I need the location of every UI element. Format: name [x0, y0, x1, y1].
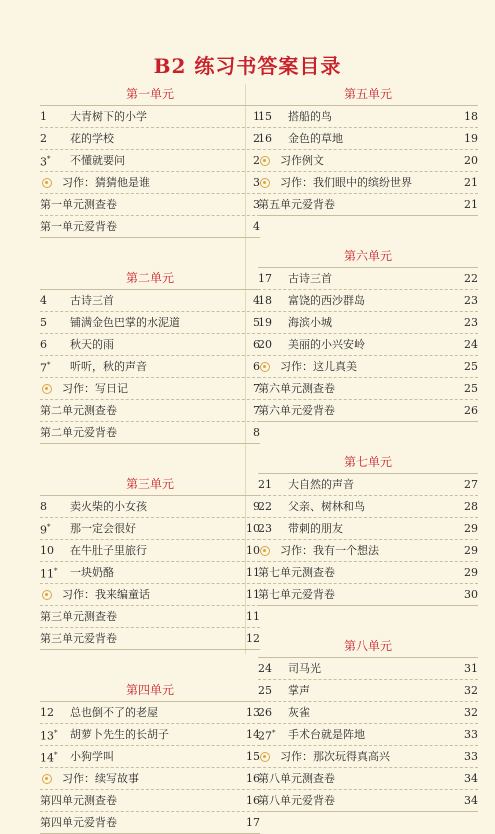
toc-entry[interactable]	[40, 628, 260, 649]
page-number: 5	[253, 316, 260, 329]
unit-section	[258, 84, 478, 216]
page-number: 3	[253, 198, 260, 211]
page-number: 20	[464, 154, 478, 167]
page-number: 11	[246, 610, 260, 623]
lesson-number: 5	[40, 316, 47, 329]
toc-entry[interactable]	[40, 312, 260, 334]
entry-title: 第五单元爱背卷	[258, 198, 335, 211]
toc-entry[interactable]	[40, 540, 260, 562]
page-number: 32	[464, 706, 478, 719]
page-number: 29	[464, 522, 478, 535]
toc-entry[interactable]	[40, 812, 260, 833]
entry-title: 美丽的小兴安岭	[288, 338, 365, 351]
entry-title: 古诗三首	[288, 272, 332, 285]
entry-title: 第四单元测查卷	[40, 794, 117, 807]
page-number: 25	[464, 382, 478, 395]
page-number: 29	[464, 544, 478, 557]
page-number: 6	[253, 338, 260, 351]
lesson-number: 20	[258, 338, 272, 351]
toc-entry[interactable]	[258, 290, 478, 312]
toc-entry[interactable]	[258, 378, 478, 400]
toc-entry[interactable]	[40, 606, 260, 628]
toc-entry[interactable]	[40, 150, 260, 172]
writing-task-circle-icon	[42, 590, 52, 600]
entry-title: 习作：猜猜他是谁	[62, 176, 150, 189]
page-number: 1	[253, 110, 260, 123]
toc-entry[interactable]	[258, 268, 478, 290]
entry-title: 第八单元爱背卷	[258, 794, 335, 807]
entry-title: 第七单元测查卷	[258, 566, 335, 579]
toc-entry[interactable]	[40, 400, 260, 422]
page-number: 13	[246, 706, 260, 719]
unit-section	[40, 680, 260, 834]
page-number: 18	[464, 110, 478, 123]
lesson-number: 7*	[40, 360, 51, 375]
entry-title: 第六单元测查卷	[258, 382, 335, 395]
lesson-number: 11*	[40, 566, 58, 581]
toc-entry[interactable]	[40, 422, 260, 443]
lesson-number: 2	[40, 132, 47, 145]
lesson-number: 17	[258, 272, 272, 285]
toc-entry[interactable]	[258, 106, 478, 128]
page-number: 27	[464, 478, 478, 491]
writing-task-circle-icon	[260, 752, 270, 762]
entry-title: 大自然的声音	[288, 478, 354, 491]
entry-title: 第二单元爱背卷	[40, 426, 117, 439]
entry-title: 灰雀	[288, 706, 310, 719]
lesson-number: 15	[258, 110, 272, 123]
unit-heading: 第六单元	[258, 246, 478, 268]
entry-title: 第一单元测查卷	[40, 198, 117, 211]
toc-entry[interactable]	[258, 474, 478, 496]
page-number: 26	[464, 404, 478, 417]
optional-lesson-star-icon: *	[272, 728, 276, 737]
unit-section	[40, 268, 260, 444]
page-number: 16	[246, 794, 260, 807]
optional-lesson-star-icon: *	[47, 154, 51, 163]
page-title: B2 练习书答案目录	[153, 54, 342, 78]
entry-title: 第一单元爱背卷	[40, 220, 117, 233]
toc-entry[interactable]	[258, 496, 478, 518]
toc-entry[interactable]	[258, 334, 478, 356]
page-number: 9	[253, 500, 260, 513]
page-number: 7	[253, 404, 260, 417]
entry-title: 习作：续写故事	[62, 772, 139, 785]
toc-entry[interactable]	[258, 746, 478, 768]
lesson-number: 10	[40, 544, 54, 557]
writing-task-circle-icon	[260, 178, 270, 188]
entry-title: 习作：我们眼中的缤纷世界	[280, 176, 412, 189]
unit-heading: 第二单元	[40, 268, 260, 290]
page-number: 33	[464, 728, 478, 741]
toc-entry[interactable]	[258, 194, 478, 215]
toc-entry[interactable]	[258, 658, 478, 680]
lesson-number: 14*	[40, 750, 58, 765]
page-number: 12	[246, 632, 260, 645]
lesson-number: 18	[258, 294, 272, 307]
entry-title: 富饶的西沙群岛	[288, 294, 365, 307]
left-column	[40, 84, 260, 834]
toc-entry[interactable]	[40, 702, 260, 724]
toc-entry[interactable]	[40, 518, 260, 540]
toc-entry[interactable]	[40, 496, 260, 518]
page-number: 34	[464, 794, 478, 807]
unit-section	[258, 636, 478, 812]
entry-title: 搭船的鸟	[288, 110, 332, 123]
lesson-number: 19	[258, 316, 272, 329]
page-number: 11	[246, 566, 260, 579]
lesson-number: 26	[258, 706, 272, 719]
entry-title: 掌声	[288, 684, 310, 697]
toc-entry[interactable]	[40, 356, 260, 378]
entry-title: 第八单元测查卷	[258, 772, 335, 785]
page-number: 10	[246, 544, 260, 557]
entry-title: 金色的草地	[288, 132, 343, 145]
optional-lesson-star-icon: *	[47, 522, 51, 531]
page-number: 32	[464, 684, 478, 697]
page-number: 16	[246, 772, 260, 785]
unit-section	[258, 246, 478, 422]
optional-lesson-star-icon: *	[54, 728, 58, 737]
lesson-number: 1	[40, 110, 47, 123]
entry-title: 海滨小城	[288, 316, 332, 329]
lesson-number: 24	[258, 662, 272, 675]
toc-entry[interactable]	[40, 172, 260, 194]
toc-entry[interactable]	[258, 768, 478, 790]
entry-title: 第二单元测查卷	[40, 404, 117, 417]
page-number: 17	[246, 816, 260, 829]
toc-entry[interactable]	[40, 290, 260, 312]
lesson-number: 16	[258, 132, 272, 145]
entry-title: 习作：那次玩得真高兴	[280, 750, 390, 763]
entry-title: 习作：我有一个想法	[280, 544, 379, 557]
unit-heading: 第四单元	[40, 680, 260, 702]
toc-entry[interactable]	[258, 356, 478, 378]
page-number: 22	[464, 272, 478, 285]
unit-heading: 第一单元	[40, 84, 260, 106]
page-number: 4	[253, 294, 260, 307]
lesson-number: 8	[40, 500, 47, 513]
lesson-number: 21	[258, 478, 272, 491]
entry-title: 不懂就要问	[70, 154, 125, 167]
optional-lesson-star-icon: *	[54, 566, 58, 575]
page-number: 34	[464, 772, 478, 785]
page-number: 15	[246, 750, 260, 763]
toc-entry[interactable]	[258, 400, 478, 421]
entry-title: 习作例文	[280, 154, 324, 167]
page-number: 23	[464, 316, 478, 329]
entry-title: 总也倒不了的老屋	[70, 706, 158, 719]
toc-entry[interactable]	[258, 150, 478, 172]
page-number: 2	[253, 132, 260, 145]
entry-title: 第三单元爱背卷	[40, 632, 117, 645]
entry-title: 那一定会很好	[70, 522, 136, 535]
entry-title: 在牛肚子里旅行	[70, 544, 147, 557]
toc-entry[interactable]	[258, 128, 478, 150]
page-number: 21	[464, 198, 478, 211]
unit-heading: 第三单元	[40, 474, 260, 496]
entry-title: 父亲、树林和鸟	[288, 500, 365, 513]
entry-title: 听听，秋的声音	[70, 360, 147, 373]
entry-title: 秋天的雨	[70, 338, 114, 351]
page-number: 31	[464, 662, 478, 675]
lesson-number: 27*	[258, 728, 276, 743]
optional-lesson-star-icon: *	[47, 360, 51, 369]
page-number: 30	[464, 588, 478, 601]
writing-task-circle-icon	[42, 384, 52, 394]
entry-title: 手术台就是阵地	[288, 728, 365, 741]
page-number: 11	[246, 588, 260, 601]
unit-section	[40, 84, 260, 238]
writing-task-circle-icon	[260, 362, 270, 372]
entry-title: 习作：写日记	[62, 382, 128, 395]
writing-task-circle-icon	[42, 774, 52, 784]
page-number: 2	[253, 154, 260, 167]
entry-title: 大青树下的小学	[70, 110, 147, 123]
entry-title: 第七单元爱背卷	[258, 588, 335, 601]
page-number: 8	[253, 426, 260, 439]
unit-heading: 第五单元	[258, 84, 478, 106]
toc-entry[interactable]	[258, 518, 478, 540]
optional-lesson-star-icon: *	[54, 750, 58, 759]
right-column	[258, 84, 478, 812]
toc-entry[interactable]	[258, 540, 478, 562]
writing-task-circle-icon	[260, 156, 270, 166]
unit-section	[40, 474, 260, 650]
page-number: 21	[464, 176, 478, 189]
lesson-number: 23	[258, 522, 272, 535]
entry-title: 小狗学叫	[70, 750, 114, 763]
writing-task-circle-icon	[260, 546, 270, 556]
entry-title: 一块奶酪	[70, 566, 114, 579]
toc-entry[interactable]	[40, 746, 260, 768]
lesson-number: 12	[40, 706, 54, 719]
entry-title: 带刺的朋友	[288, 522, 343, 535]
entry-title: 第四单元爱背卷	[40, 816, 117, 829]
page-number: 10	[246, 522, 260, 535]
toc-entry[interactable]	[258, 562, 478, 584]
toc-entry[interactable]	[258, 312, 478, 334]
page-number: 29	[464, 566, 478, 579]
toc-entry[interactable]	[40, 194, 260, 216]
toc-entry[interactable]	[258, 702, 478, 724]
toc-entry[interactable]	[40, 584, 260, 606]
toc-entry[interactable]	[258, 172, 478, 194]
toc-entry[interactable]	[258, 790, 478, 811]
lesson-number: 3*	[40, 154, 51, 169]
lesson-number: 25	[258, 684, 272, 697]
toc-entry[interactable]	[258, 584, 478, 605]
page-number: 33	[464, 750, 478, 763]
toc-entry[interactable]	[40, 128, 260, 150]
toc-entry[interactable]	[40, 106, 260, 128]
toc-entry[interactable]	[258, 680, 478, 702]
lesson-number: 4	[40, 294, 47, 307]
page-number: 4	[253, 220, 260, 233]
unit-heading: 第七单元	[258, 452, 478, 474]
lesson-number: 6	[40, 338, 47, 351]
page-number: 28	[464, 500, 478, 513]
entry-title: 花的学校	[70, 132, 114, 145]
entry-title: 第三单元测查卷	[40, 610, 117, 623]
entry-title: 铺满金色巴掌的水泥道	[70, 316, 180, 329]
entry-title: 胡萝卜先生的长胡子	[70, 728, 169, 741]
lesson-number: 22	[258, 500, 272, 513]
entry-title: 第六单元爱背卷	[258, 404, 335, 417]
toc-entry[interactable]	[40, 216, 260, 237]
page-number: 14	[246, 728, 260, 741]
unit-heading: 第八单元	[258, 636, 478, 658]
page-number: 24	[464, 338, 478, 351]
page-number: 7	[253, 382, 260, 395]
toc-entry[interactable]	[40, 562, 260, 584]
toc-entry[interactable]	[258, 724, 478, 746]
page-number: 25	[464, 360, 478, 373]
toc-entry[interactable]	[40, 768, 260, 790]
entry-title: 古诗三首	[70, 294, 114, 307]
page-number: 23	[464, 294, 478, 307]
page-number: 6	[253, 360, 260, 373]
toc-entry[interactable]	[40, 334, 260, 356]
writing-task-circle-icon	[42, 178, 52, 188]
entry-title: 习作：我来编童话	[62, 588, 150, 601]
lesson-number: 13*	[40, 728, 58, 743]
page-number: 19	[464, 132, 478, 145]
entry-title: 习作：这儿真美	[280, 360, 357, 373]
toc-entry[interactable]	[40, 724, 260, 746]
unit-section	[258, 452, 478, 606]
toc-entry[interactable]	[40, 790, 260, 812]
entry-title: 卖火柴的小女孩	[70, 500, 147, 513]
lesson-number: 9*	[40, 522, 51, 537]
toc-entry[interactable]	[40, 378, 260, 400]
page-number: 3	[253, 176, 260, 189]
entry-title: 司马光	[288, 662, 321, 675]
